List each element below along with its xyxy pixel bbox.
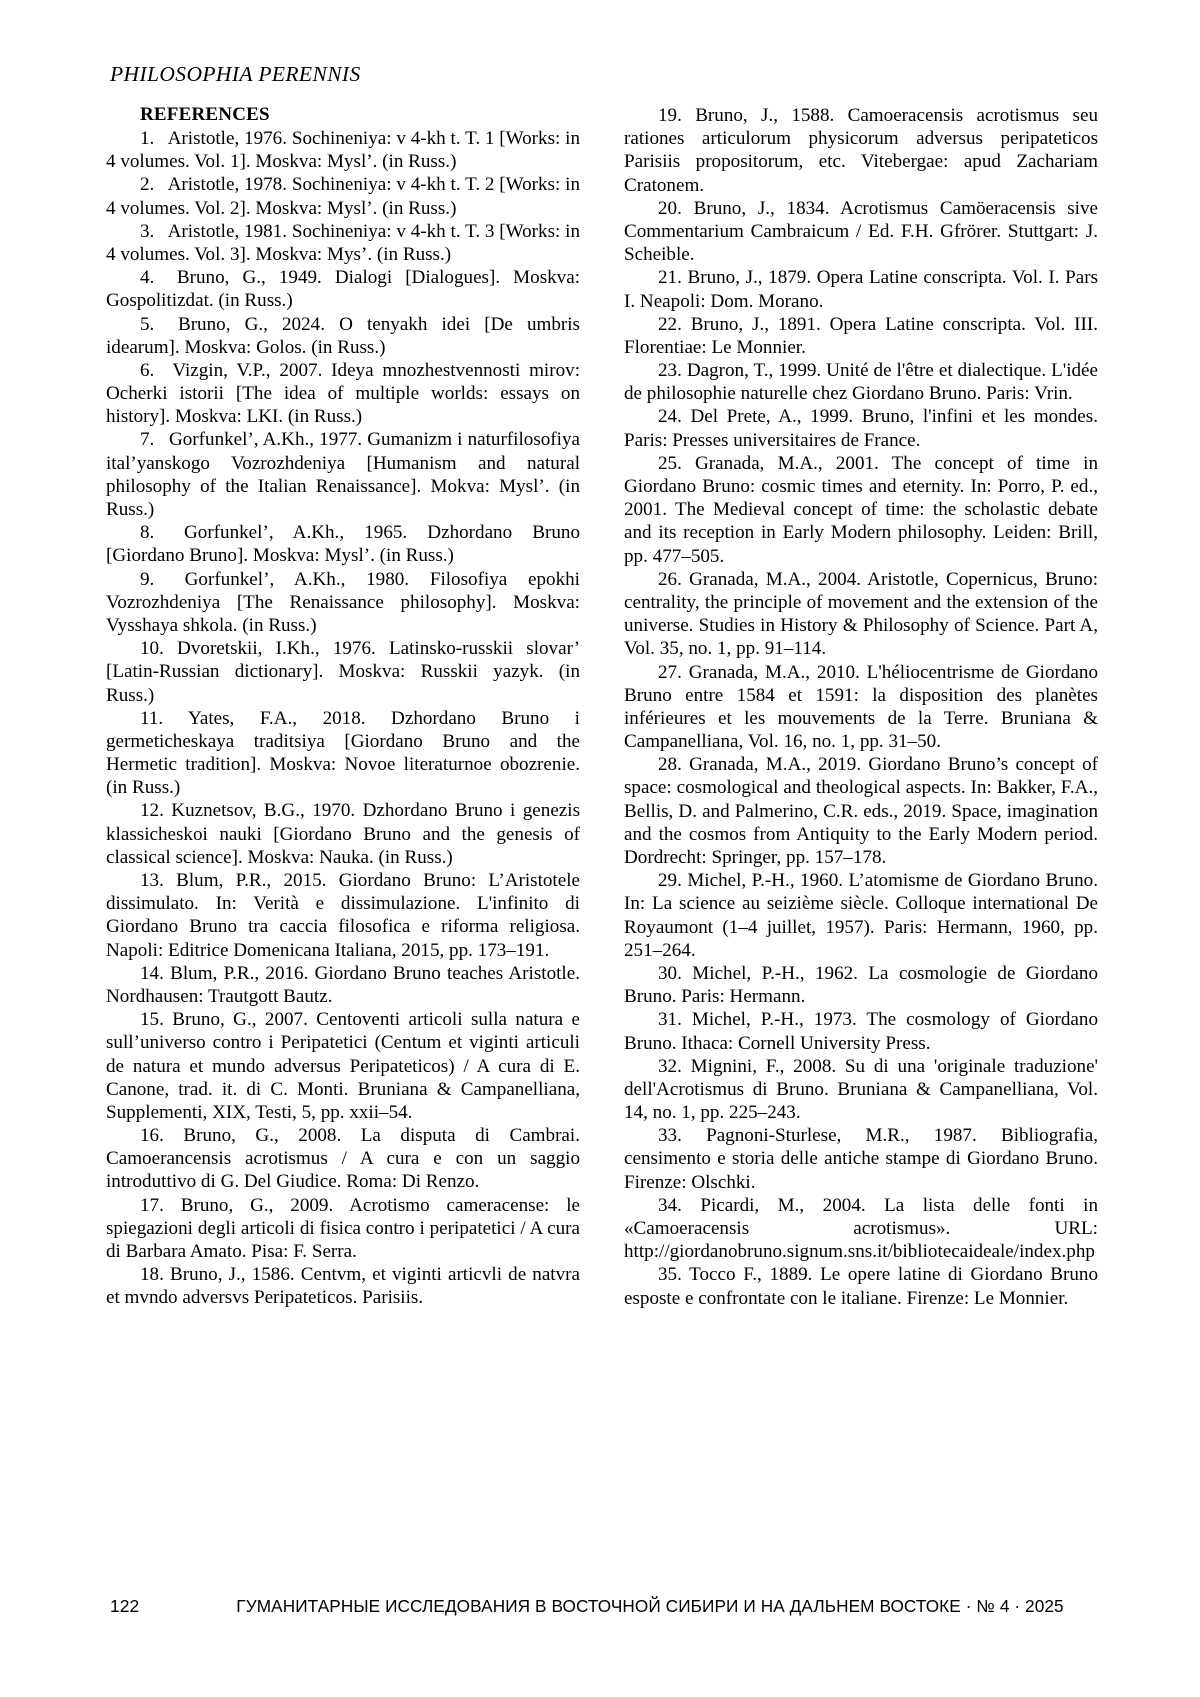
reference-item: 35. Tocco F., 1889. Le opere latine di Giordano Bruno esposte e confrontate con le italiane. Firenze: Le Monnier. (624, 1264, 1098, 1309)
reference-item: 3. Aristotle, 1981. Sochineniya: v 4-kh t. T. 3 [Works: in 4 volumes. Vol. 3]. Moskva: Mys’. (in Russ.) (106, 220, 580, 265)
reference-item: 34. Picardi, M., 2004. La lista delle fonti in «Camoeracensis acrotismus». URL: http://giordanobruno.signum.sns.it/bibliotecaideale/index.php (624, 1194, 1098, 1263)
reference-item: 6. Vizgin, V.P., 2007. Ideya mnozhestvennosti mirov: Ocherki istorii [The idea of multiple worlds: essays on history]. Moskva: LKI. (in Russ.) (106, 359, 580, 428)
footer-page-number: 122 (110, 1596, 140, 1616)
reference-item: 15. Bruno, G., 2007. Centoventi articoli sulla natura e sull’universo contro i Peripatetici (Centum et viginti articuli de natura et mundo adversus Peripateticos) / A cura di E. Canone, trad. it. di C. Monti. Bruniana & Campanelliana, Supplementi, XIX, Testi, 5, pp. xxii–54. (106, 1009, 580, 1123)
reference-item: 32. Mignini, F., 2008. Su di una 'originale traduzione' dell'Acrotismus di Bruno. Bruniana & Campanelliana, Vol. 14, no. 1, pp. 225–243. (624, 1055, 1098, 1124)
reference-item: 2. Aristotle, 1978. Sochineniya: v 4-kh t. T. 2 [Works: in 4 volumes. Vol. 2]. Moskva: Mysl’. (in Russ.) (106, 174, 580, 219)
reference-item: 5. Bruno, G., 2024. O tenyakh idei [De umbris idearum]. Moskva: Golos. (in Russ.) (106, 313, 580, 358)
reference-item: 14. Blum, P.R., 2016. Giordano Bruno teaches Aristotle. Nordhausen: Trautgott Bautz. (106, 962, 580, 1007)
reference-item: 25. Granada, M.A., 2001. The concept of time in Giordano Bruno: cosmic times and eternity. In: Porro, P. ed., 2001. The Medieval concept of time: the scholastic debate and its reception in Early Modern philosophy. Leiden: Brill, pp. 477–505. (624, 452, 1098, 567)
reference-item: 21. Bruno, J., 1879. Opera Latine conscripta. Vol. I. Pars I. Neapoli: Dom. Morano. (624, 267, 1098, 312)
two-column-body (106, 104, 1098, 1310)
reference-item: 29. Michel, P.-H., 1960. L’atomisme de Giordano Bruno. In: La science au seizième siècle. Colloque international De Royaumont (1–4 juillet, 1957). Paris: Hermann, 1960, pp. 251–264. (624, 870, 1098, 961)
reference-item: 11. Yates, F.A., 2018. Dzhordano Bruno i germeticheskaya traditsiya [Giordano Bruno and the Hermetic tradition]. Moskva: Novoe literaturnoe obozrenie. (in Russ.) (106, 707, 580, 799)
reference-item: 10. Dvoretskii, I.Kh., 1976. Latinsko-russkii slovar’ [Latin-Russian dictionary]. Moskva: Russkii yazyk. (in Russ.) (106, 638, 580, 706)
reference-item: 7. Gorfunkel’, A.Kh., 1977. Gumanizm i naturfilosofiya ital’yanskogo Vozrozhdeniya [Humanism and natural philosophy of the Italian Renaissance]. Mokva: Mysl’. (in Russ.) (106, 429, 580, 520)
reference-item: 16. Bruno, G., 2008. La disputa di Cambrai. Camoerancensis acrotismus / A cura e con un saggio introduttivo di G. Del Giudice. Roma: Di Renzo. (106, 1125, 580, 1193)
right-column (624, 104, 1098, 1310)
reference-item: 23. Dagron, T., 1999. Unité de l'être et dialectique. L'idée de philosophie naturelle chez Giordano Bruno. Paris: Vrin. (624, 360, 1098, 405)
reference-item: 17. Bruno, G., 2009. Acrotismo cameracense: le spiegazioni degli articoli di fisica contro i peripatetici / A cura di Barbara Amato. Pisa: F. Serra. (106, 1194, 580, 1262)
reference-item: 19. Bruno, J., 1588. Camoeracensis acrotismus seu rationes articulorum physicorum adversus peripateticos Parisiis propositorum, etc. Vitebergae: apud Zachariam Cratonem. (624, 105, 1098, 196)
reference-item: 4. Bruno, G., 1949. Dialogi [Dialogues]. Moskva: Gospolitizdat. (in Russ.) (106, 267, 580, 312)
reference-item: 1. Aristotle, 1976. Sochineniya: v 4-kh t. T. 1 [Works: in 4 volumes. Vol. 1]. Moskva: Mysl’. (in Russ.) (106, 128, 580, 173)
reference-list-left (106, 127, 580, 1310)
reference-item: 33. Pagnoni-Sturlese, M.R., 1987. Bibliografia, censimento e storia delle antiche stampe di Giordano Bruno. Firenze: Olschki. (624, 1125, 1098, 1193)
footer-journal-title: ГУМАНИТАРНЫЕ ИССЛЕДОВАНИЯ В ВОСТОЧНОЙ СИБИРИ И НА ДАЛЬНЕМ ВОСТОКЕ · № 4 · 2025 (236, 1596, 1064, 1616)
reference-item: 8. Gorfunkel’, A.Kh., 1965. Dzhordano Bruno [Giordano Bruno]. Moskva: Mysl’. (in Russ.) (106, 522, 580, 567)
reference-list-right (624, 104, 1098, 1310)
reference-item: 18. Bruno, J., 1586. Centvm, et viginti articvli de natvra et mvndo adversvs Peripateticos. Parisiis. (106, 1264, 580, 1309)
reference-item: 28. Granada, M.A., 2019. Giordano Bruno’s concept of space: cosmological and theological aspects. In: Bakker, F.A., Bellis, D. and Palmerino, C.R. eds., 2019. Space, imagination and the cosmos from Antiquity to the Early Modern period. Dordrecht: Springer, pp. 157–178. (624, 754, 1098, 868)
reference-item: 26. Granada, M.A., 2004. Aristotle, Copernicus, Bruno: centrality, the principle of movement and the extension of the universe. Studies in History & Philosophy of Science. Part A, Vol. 35, no. 1, pp. 91–114. (624, 568, 1098, 660)
reference-item: 22. Bruno, J., 1891. Opera Latine conscripta. Vol. III. Florentiae: Le Monnier. (624, 313, 1098, 358)
reference-item: 31. Michel, P.-H., 1973. The cosmology of Giordano Bruno. Ithaca: Cornell University Press. (624, 1009, 1098, 1054)
reference-item: 12. Kuznetsov, B.G., 1970. Dzhordano Bruno i genezis klassicheskoi nauki [Giordano Bruno and the genesis of classical science]. Moskva: Nauka. (in Russ.) (106, 800, 580, 868)
running-head: PHILOSOPHIA PERENNIS (110, 62, 361, 86)
reference-item: 13. Blum, P.R., 2015. Giordano Bruno: L’Aristotele dissimulato. In: Verità e dissimulazione. L'infinito di Giordano Bruno tra caccia filosofica e riforma religiosa. Napoli: Editrice Domenicana Italiana, 2015, pp. 173–191. (106, 870, 580, 961)
reference-item: 30. Michel, P.-H., 1962. La cosmologie de Giordano Bruno. Paris: Hermann. (624, 962, 1098, 1008)
reference-item: 24. Del Prete, A., 1999. Bruno, l'infini et les mondes. Paris: Presses universitaires de France. (624, 406, 1098, 451)
left-column (106, 104, 580, 1310)
page-footer (0, 1596, 1200, 1626)
reference-item: 9. Gorfunkel’, A.Kh., 1980. Filosofiya epokhi Vozrozhdeniya [The Renaissance philosophy]. Moskva: Vysshaya shkola. (in Russ.) (106, 568, 580, 636)
reference-item: 20. Bruno, J., 1834. Acrotismus Camöeracensis sive Commentarium Cambraicum / Ed. F.H. Gfrörer. Stuttgart: J. Scheible. (624, 197, 1098, 266)
reference-item: 27. Granada, M.A., 2010. L'héliocentrisme de Giordano Bruno entre 1584 et 1591: la disposition des planètes inférieures et les mouvements de la Terre. Bruniana & Campanelliana, Vol. 16, no. 1, pp. 31–50. (624, 661, 1098, 753)
section-heading-references: REFERENCES (140, 104, 270, 125)
